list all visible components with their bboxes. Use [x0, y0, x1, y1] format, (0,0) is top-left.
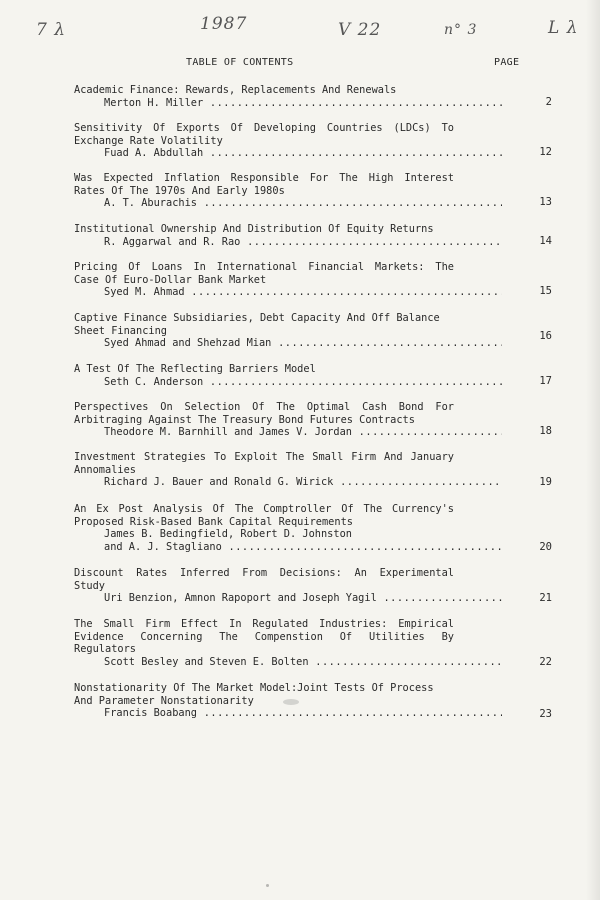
entry-title: Regulators — [74, 643, 136, 655]
handwritten-mark: L λ — [548, 18, 579, 38]
entry-authors: Syed M. Ahmad ..... — [74, 286, 502, 299]
entry-page-number: 18 — [539, 425, 552, 437]
entry-title: Sheet Financing — [74, 324, 167, 337]
entry-page-number: 20 — [539, 541, 552, 553]
entry-page-number: 17 — [539, 375, 552, 387]
entry-page-number: 14 — [539, 235, 552, 247]
entry-title: Academic Finance: Rewards, Replacements And Renewals — [74, 84, 397, 96]
entry-title: The Small Firm Effect In Regulated Industries: Empirical — [74, 618, 454, 630]
entry-title: And Parameter Nonstationarity — [74, 694, 254, 707]
entry-title: Proposed Risk-Based Bank Capital Requirements — [74, 515, 353, 528]
handwritten-volume: V 22 — [338, 20, 382, 40]
entry-authors: James B. Bedingfield, Robert D. Johnston — [104, 528, 352, 540]
entry-title: Nonstationarity Of The Market Model:Joint Tests Of Process — [74, 682, 434, 694]
entry-title: Study — [74, 579, 105, 592]
entry-page-number: 15 — [539, 285, 552, 297]
toc-entry — [74, 223, 552, 248]
entry-title: A Test Of The Reflecting Barriers Model — [74, 363, 316, 375]
toc-entry — [74, 261, 552, 299]
page-edge-shadow — [586, 0, 600, 900]
entry-authors: A. T. Aburachis ..... — [74, 197, 502, 210]
toc-entry — [74, 682, 552, 720]
entry-title: Perspectives On Selection Of The Optimal Cash Bond For — [74, 401, 454, 413]
entry-authors: and A. J. Stagliano ..... — [74, 541, 502, 554]
entry-title: Was Expected Inflation Responsible For The High Interest — [74, 172, 454, 184]
toc-title: TABLE OF CONTENTS — [186, 57, 294, 68]
entry-page-number: 12 — [539, 146, 552, 158]
entry-page-number: 21 — [539, 592, 552, 604]
entry-authors: Richard J. Bauer and Ronald G. Wirick ..... — [74, 476, 502, 489]
entry-authors: Theodore M. Barnhill and James V. Jordan ..... — [74, 426, 502, 439]
toc-entry — [74, 401, 552, 439]
entry-title: Arbitraging Against The Treasury Bond Futures Contracts — [74, 413, 415, 426]
entry-authors: Fuad A. Abdullah ..... — [74, 147, 502, 160]
entry-page-number: 2 — [545, 96, 552, 108]
handwritten-number: n° 3 — [444, 22, 478, 38]
entry-authors: Seth C. Anderson ..... — [74, 376, 502, 389]
entry-title: Case Of Euro-Dollar Bank Market — [74, 273, 267, 286]
toc-entry — [74, 567, 552, 605]
entry-authors: Francis Boabang ..... — [74, 707, 502, 720]
toc-entry — [74, 363, 552, 388]
entry-authors: R. Aggarwal and R. Rao ..... — [74, 236, 502, 249]
entry-title: Pricing Of Loans In International Financial Markets: The — [74, 261, 454, 273]
entry-title: Investment Strategies To Exploit The Small Firm And January — [74, 451, 454, 463]
page-column-label: PAGE — [494, 57, 520, 68]
entry-authors: Scott Besley and Steven E. Bolten ..... — [74, 656, 502, 669]
entry-title: Institutional Ownership And Distribution Of Equity Returns — [74, 223, 434, 235]
entry-page-number: 23 — [539, 708, 552, 720]
entry-title: Sensitivity Of Exports Of Developing Countries (LDCs) To — [74, 122, 454, 134]
toc-entry — [74, 503, 552, 553]
entry-authors: Syed Ahmad and Shehzad Mian ..... — [74, 337, 502, 350]
toc-entry — [74, 312, 552, 350]
toc-entry — [74, 172, 552, 210]
entry-title: Captive Finance Subsidiaries, Debt Capacity And Off Balance — [74, 312, 440, 324]
entry-authors: Merton H. Miller ..... — [74, 97, 502, 110]
handwritten-year: 1987 — [200, 14, 248, 34]
entry-page-number: 22 — [539, 656, 552, 668]
toc-entry — [74, 84, 552, 109]
handwritten-mark: 7 λ — [36, 20, 66, 40]
entry-title: Annomalies — [74, 463, 136, 476]
ink-smudge — [283, 699, 299, 705]
toc-entry — [74, 618, 552, 668]
entry-title: Discount Rates Inferred From Decisions: An Experimental — [74, 567, 454, 579]
ink-dot — [266, 884, 269, 887]
entry-title: Rates Of The 1970s And Early 1980s — [74, 184, 285, 197]
toc-entry — [74, 122, 552, 160]
entry-title: An Ex Post Analysis Of The Comptroller Of The Currency's — [74, 503, 454, 515]
entry-authors: Uri Benzion, Amnon Rapoport and Joseph Yagil ..... — [74, 592, 502, 605]
toc-entry — [74, 451, 552, 489]
entry-page-number: 16 — [539, 330, 552, 342]
entry-title: Evidence Concerning The Compenstion Of Utilities By — [74, 630, 454, 643]
entry-title: Exchange Rate Volatility — [74, 134, 223, 147]
entry-page-number: 13 — [539, 196, 552, 208]
entry-page-number: 19 — [539, 476, 552, 488]
